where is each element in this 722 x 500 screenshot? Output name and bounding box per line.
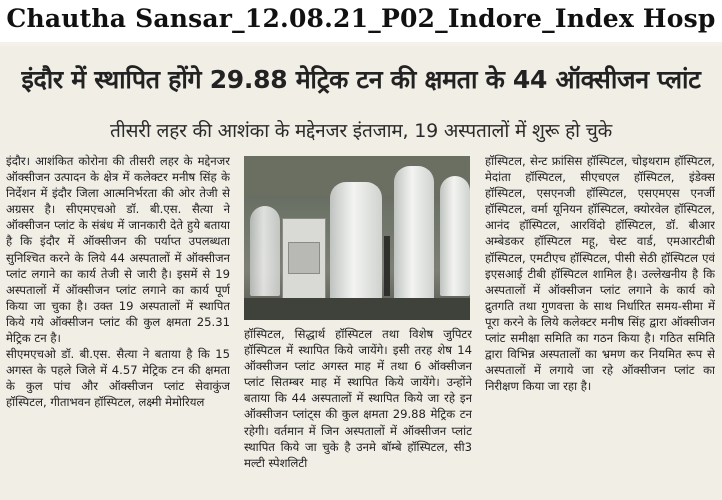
column-2-paragraph: हॉस्पिटल, सिद्धार्थ हॉस्पिटल तथा विशेष जुपिटर हॉस्पिटल में स्थापित किये जायेंगे। इसी तरह शेष 14 ऑक्सीजन प्लांट अगस्त माह में तथा 6 ऑक्सीजन प्लांट सितम्बर माह में स्थापित किये जायेंगे। उन्होंने बताया कि 44 अस्पतालों में स्थापित किये जा रहे इन ऑक्सीजन प्लांट्स की कुल क्षमता 29.88 मेट्रिक टन रहेगी। वर्तमान में जिन अस्पतालों में ऑक्सीजन प्लांट स्थापित किये जा चुके है उनमे बॉम्बे हॉस्पिटल, सी3 मल्टी स्पेशलिटी	[244, 327, 472, 470]
column-3-paragraph: हॉस्पिटल, सेन्ट फ्रांसिस हॉस्पिटल, चोइथराम हॉस्पिटल, मेदांता हॉस्पिटल, सीएचएल हॉस्पिटल, इंडेक्स हॉस्पिटल, एसएनजी हॉस्पिटल, एसएमएस एनर्जी हॉस्पिटल, वर्मा यूनियन हॉस्पिटल, क्योरवेल हॉस्पिटल, आनंद हॉस्पिटल, आरविंदो हॉस्पिटल, डॉ. बीआर अम्बेडकर हॉस्पिटल महू, चेस्ट वार्ड, एमआरटीबी हॉस्पिटल, एमटीएच हॉस्पिटल, पीसी सेठी हॉस्पिटल एवं इएसआई टीबी हॉस्पिटल शामिल है। उल्लेखनीय है कि अस्पतालों में ऑक्सीजन प्लांट लगाने के कार्य को द्रुतगति तथा गुणवत्ता के साथ निर्धारित समय-सीमा में पूरा करने के लिये कलेक्टर मनीष सिंह द्वारा ऑक्सीजन प्लांट समीक्षा समिति का गठन किया है। गठित समिति द्वारा विभिन्न अस्पतालों का भ्रमण कर नियमित रूप से अस्पतालों में लगाये जा रहे ऑक्सीजन प्लांट का निरीक्षण किया जा रहा है।	[485, 154, 715, 394]
clipping-caption: Chautha Sansar_12.08.21_P02_Indore_Index Hosp	[6, 4, 716, 33]
column-1-paragraph-2: सीएमएचओ डॉ. बी.एस. सैत्या ने बताया है कि 15 अगस्त के पहले जिले में 4.57 मेट्रिक टन की क्षमता के कुल पांच और ऑक्सीजन प्लांट सेवाकुंज हॉस्पिटल, गीताभवन हॉस्पिटल, लक्ष्मी मेमोरियल	[6, 347, 230, 410]
article-subheadline: तीसरी लहर की आशंका के मद्देनजर इंतजाम, 19 अस्पतालों में शुरू हो चुके	[110, 120, 612, 142]
article-column-1	[6, 153, 230, 493]
oxygen-plant-photo	[244, 156, 470, 320]
article-headline: इंदौर में स्थापित होंगे 29.88 मेट्रिक टन की क्षमता के 44 ऑक्सीजन प्लांट	[21, 65, 701, 94]
column-1-paragraph-1: इंदौर। आशंकित कोरोना की तीसरी लहर के मद्देनजर ऑक्सीजन उत्पादन के क्षेत्र में कलेक्टर मनीष सिंह के निर्देशन में इंदौर जिला आत्मनिर्भरता की ओर तेजी से अग्रसर है। सीएमएचओ डॉ. बी.एस. सैत्या ने ऑक्सीजन प्लांट के संबंध में जानकारी देते हुये बताया है कि इंदौर में ऑक्सीजन की पर्याप्त उपलब्धता सुनिश्चित करने के लिये 44 अस्पतालों में ऑक्सीजन प्लांट लगाने का कार्य तेजी से जारी है। इसमें से 19 अस्पतालों में ऑक्सीजन प्लांट लगाने का कार्य पूर्ण किया जा चुका है। उक्त 19 अस्पतालों में स्थापित किये गये ऑक्सीजन प्लांट की कुल क्षमता 25.31 मेट्रिक टन है।	[6, 154, 230, 346]
article-column-2	[244, 326, 472, 494]
article-column-3	[485, 153, 715, 493]
